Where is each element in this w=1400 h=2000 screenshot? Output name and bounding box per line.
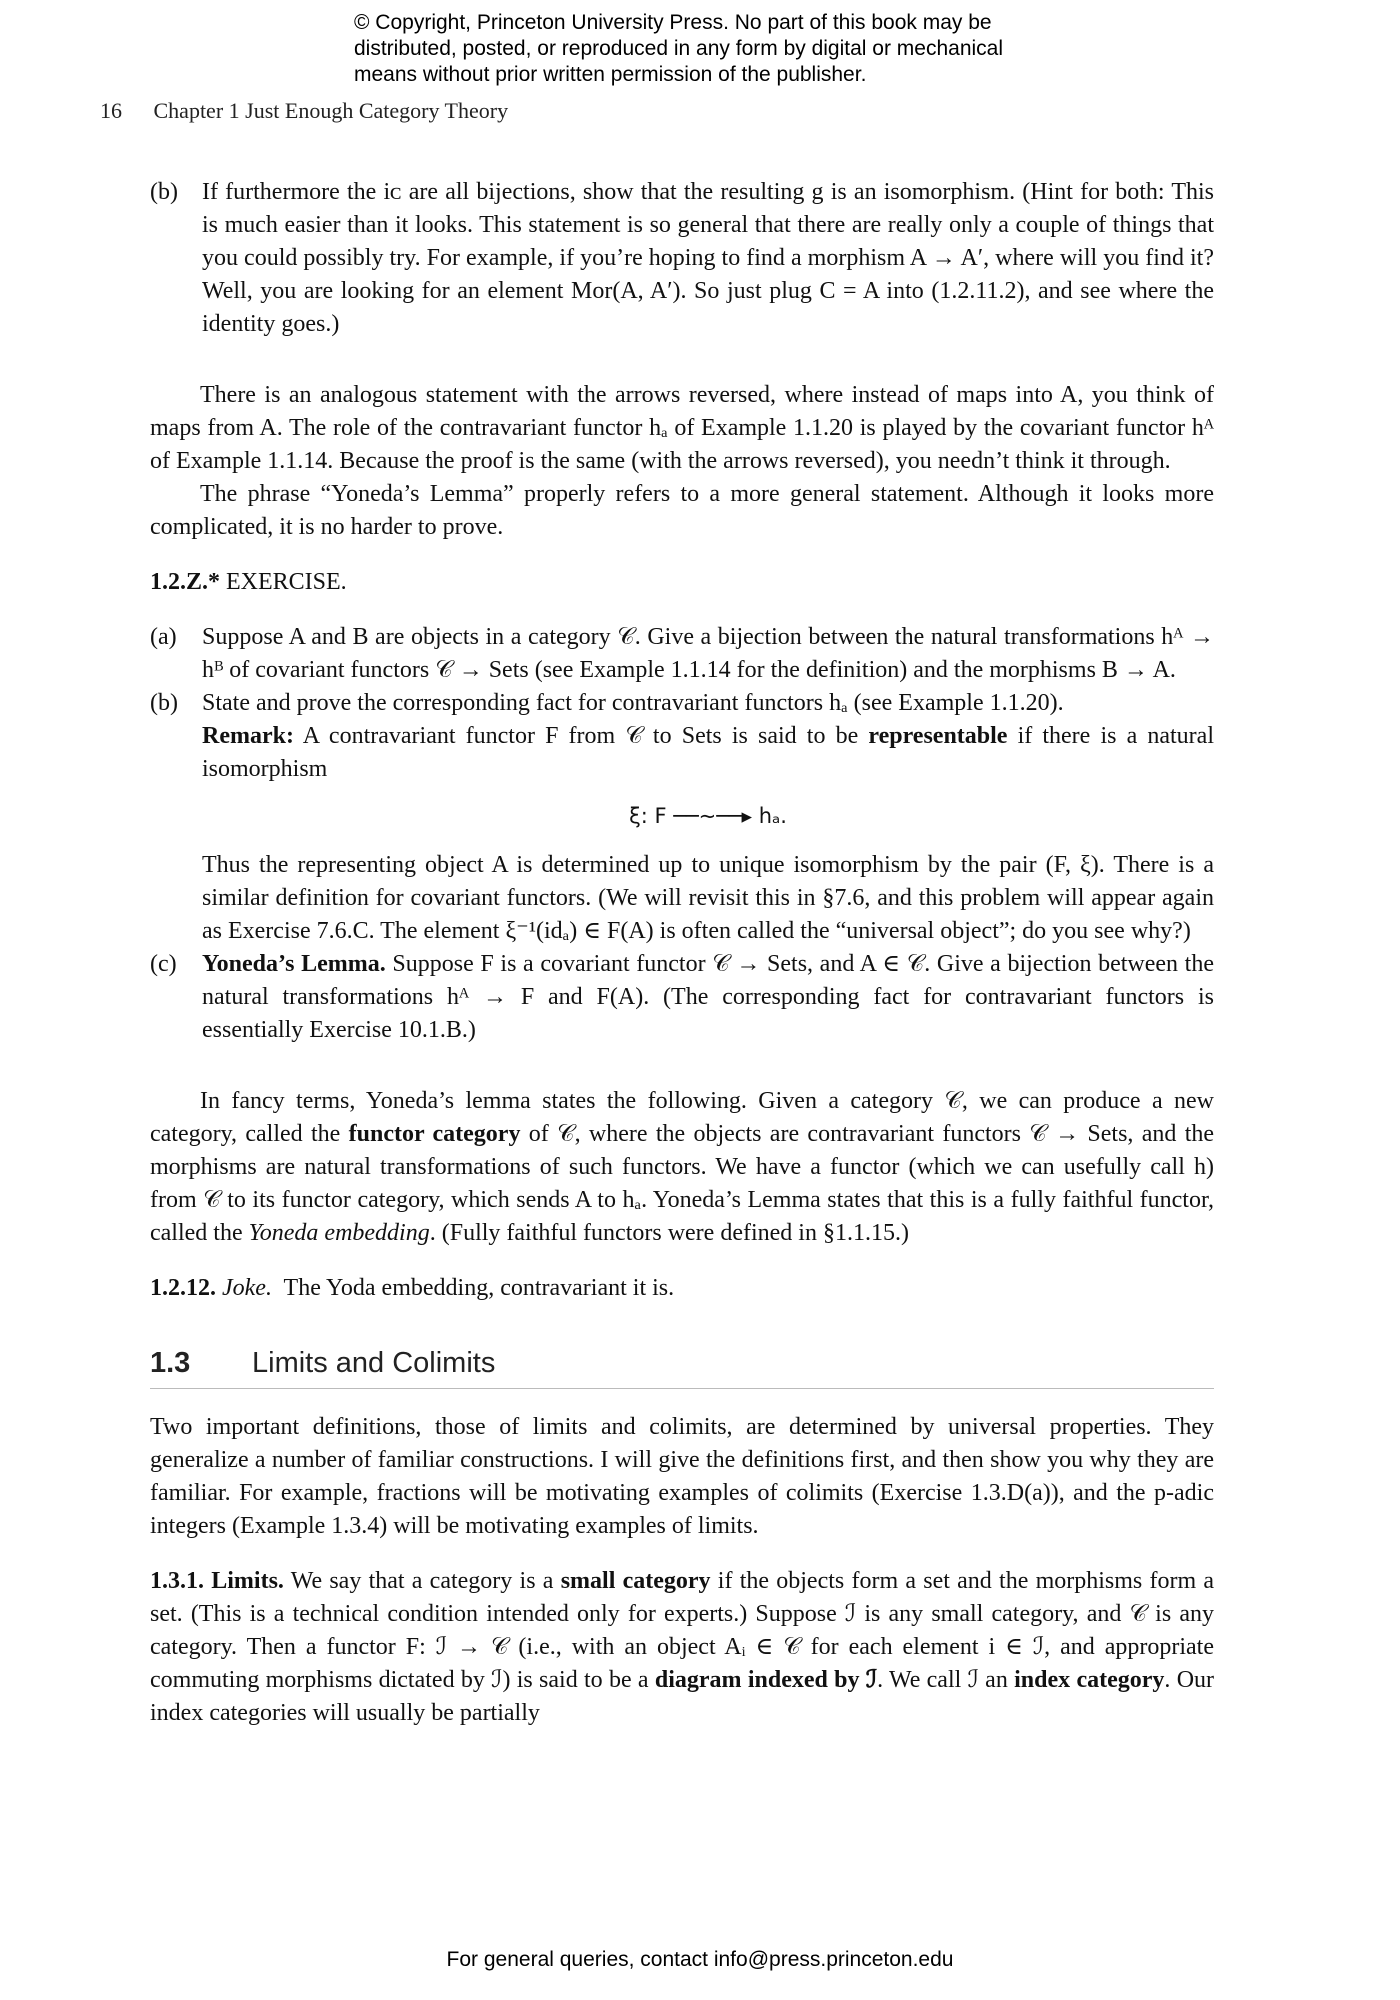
text-run: . Our index categories will usually be partially <box>150 1667 1215 1726</box>
chapter-title: Chapter 1 Just Enough Category Theory <box>153 98 509 123</box>
item-label: (a) <box>150 624 177 650</box>
page-number: 16 <box>100 98 122 123</box>
footer-contact: For general queries, contact info@press.princeton.edu <box>446 1948 954 1971</box>
paragraph-analogous: There is an analogous statement with the arrows reversed, where instead of maps into A, you think of maps from A. The role of the contravariant functor hₐ of Example 1.1.20 is played by the covariant functor hᴬ of Example 1.1.14. Because the proof is the same (with the arrows reversed), you needn’t think it through. <box>150 382 1214 474</box>
text-run: of 𝒞, where the objects are contravariant functors 𝒞 → Sets, and the morphisms are natural transformations of such functors. We have a functor (which we can usefully call h) from 𝒞 to its functor category, which sends A to hₐ. Yoneda’s Lemma states that this is a fully faithful functor, called the <box>150 1121 1215 1246</box>
exercise-part-b <box>150 687 1214 948</box>
copyright-line: distributed, posted, or reproduced in any form by digital or mechanical <box>354 37 1004 60</box>
term-yoneda-embedding: Yoneda embedding <box>248 1220 430 1246</box>
exercise-part-c <box>150 948 1214 1047</box>
item-text: State and prove the corresponding fact for contravariant functors hₐ (see Example 1.1.20). <box>202 690 1064 716</box>
exercise-heading <box>150 566 1214 599</box>
text-run: . We call ℐ an <box>877 1667 1008 1693</box>
text-run: We say that a category is a <box>290 1568 554 1594</box>
item-label: (b) <box>150 179 178 205</box>
term-functor-category: functor category <box>348 1121 521 1147</box>
exercise-item-b <box>150 176 1214 341</box>
item-text: Suppose A and B are objects in a category 𝒞. Give a bijection between the natural transformations hᴬ → hᴮ of covariant functors 𝒞 → Sets (see Example 1.1.14 for the definition) and the morphisms B → A. <box>202 624 1214 683</box>
limits-definition <box>150 1565 1214 1730</box>
joke <box>150 1272 1214 1305</box>
section-title: Limits and Colimits <box>252 1347 496 1379</box>
lemma-text: Suppose F is a covariant functor 𝒞 → Sets, and A ∈ 𝒞. Give a bijection between the natural transformations hᴬ → F and F(A). (The corresponding fact for contravariant functors is essentially Exercise 10.1.B.) <box>202 951 1215 1043</box>
text-run: In fancy terms, Yoneda’s lemma states the following. Given a category 𝒞, we can produce a new category, called the <box>150 1088 1214 1147</box>
term-diagram: diagram indexed by ℐ <box>654 1667 878 1693</box>
text-run: . (Fully faithful functors were defined in §1.1.15.) <box>429 1220 909 1246</box>
term-small-category: small category <box>560 1568 711 1594</box>
paragraph-fancy <box>150 1085 1214 1250</box>
section-number: 1.3 <box>150 1347 191 1379</box>
exercise-label: 1.2.Z.* <box>150 569 221 595</box>
joke-title: Joke. <box>222 1275 272 1301</box>
item-label: (b) <box>150 690 178 716</box>
term-index-category: index category <box>1014 1667 1165 1693</box>
joke-text: The Yoda embedding, contravariant it is. <box>283 1275 675 1301</box>
definition-label: 1.3.1. Limits. <box>150 1568 284 1594</box>
remark-term: representable <box>868 723 1008 749</box>
copyright-notice <box>354 10 1114 88</box>
item-text: Thus the representing object A is determined up to unique isomorphism by the pair (F, ξ). There is a similar definition for covariant functors. (We will revisit this in §7.6, and this problem will appear again as Exercise 7.6.C. The element ξ⁻¹(idₐ) ∈ F(A) is often called the “universal object”; do you see why?) <box>202 852 1214 944</box>
paragraph-limits-intro: Two important definitions, those of limits and colimits, are determined by universal properties. They generalize a number of familiar constructions. I will give the definitions first, and then show you why they are familiar. For example, fractions will be motivating examples of colimits (Exercise 1.3.D(a)), and the p-adic integers (Example 1.3.4) will be motivating examples of limits. <box>150 1414 1214 1539</box>
item-label: (c) <box>150 951 177 977</box>
item-text: If furthermore the iᴄ are all bijections, show that the resulting g is an isomorphism. (Hint for both: This is much easier than it looks. This statement is so general that there are really only a couple of things that you could possibly try. For example, if you’re hoping to find a morphism A → A′, where will you find it? Well, you are looking for an element Mor(A, A′). So just plug C = A into (1.2.11.2), and see where the identity goes.) <box>202 179 1214 337</box>
text-run: if the objects form a set and the morphisms form a set. (This is a technical condition intended only for experts.) Suppose ℐ is any small category, and 𝒞 is any category. Then a functor F: ℐ → 𝒞 (i.e., with an object Aᵢ ∈ 𝒞 for each element i ∈ ℐ, and appropriate commuting morphisms dictated by ℐ) is said to be a <box>150 1568 1215 1693</box>
lemma-name: Yoneda’s Lemma. <box>202 951 386 977</box>
remark-label: Remark: <box>202 723 294 749</box>
paragraph-phrase: The phrase “Yoneda’s Lemma” properly refers to a more general statement. Although it looks more complicated, it is no harder to prove. <box>150 481 1214 540</box>
remark-text: if there is a natural isomorphism <box>202 723 1214 782</box>
exercise-part-a <box>150 621 1214 687</box>
copyright-line: means without prior written permission of the publisher. <box>354 63 867 86</box>
section-heading <box>150 1347 1214 1389</box>
item-text <box>202 948 1214 1047</box>
page-body <box>150 176 1214 1730</box>
running-head <box>100 98 508 124</box>
joke-label: 1.2.12. <box>150 1275 216 1301</box>
remark <box>202 720 1214 786</box>
remark-text: A contravariant functor F from 𝒞 to Sets is said to be <box>302 723 859 749</box>
display-equation: ξ: F ──∼──▸ hₐ. <box>629 804 787 828</box>
copyright-line: © Copyright, Princeton University Press. No part of this book may be <box>354 11 992 34</box>
exercise-title: EXERCISE. <box>226 569 347 595</box>
